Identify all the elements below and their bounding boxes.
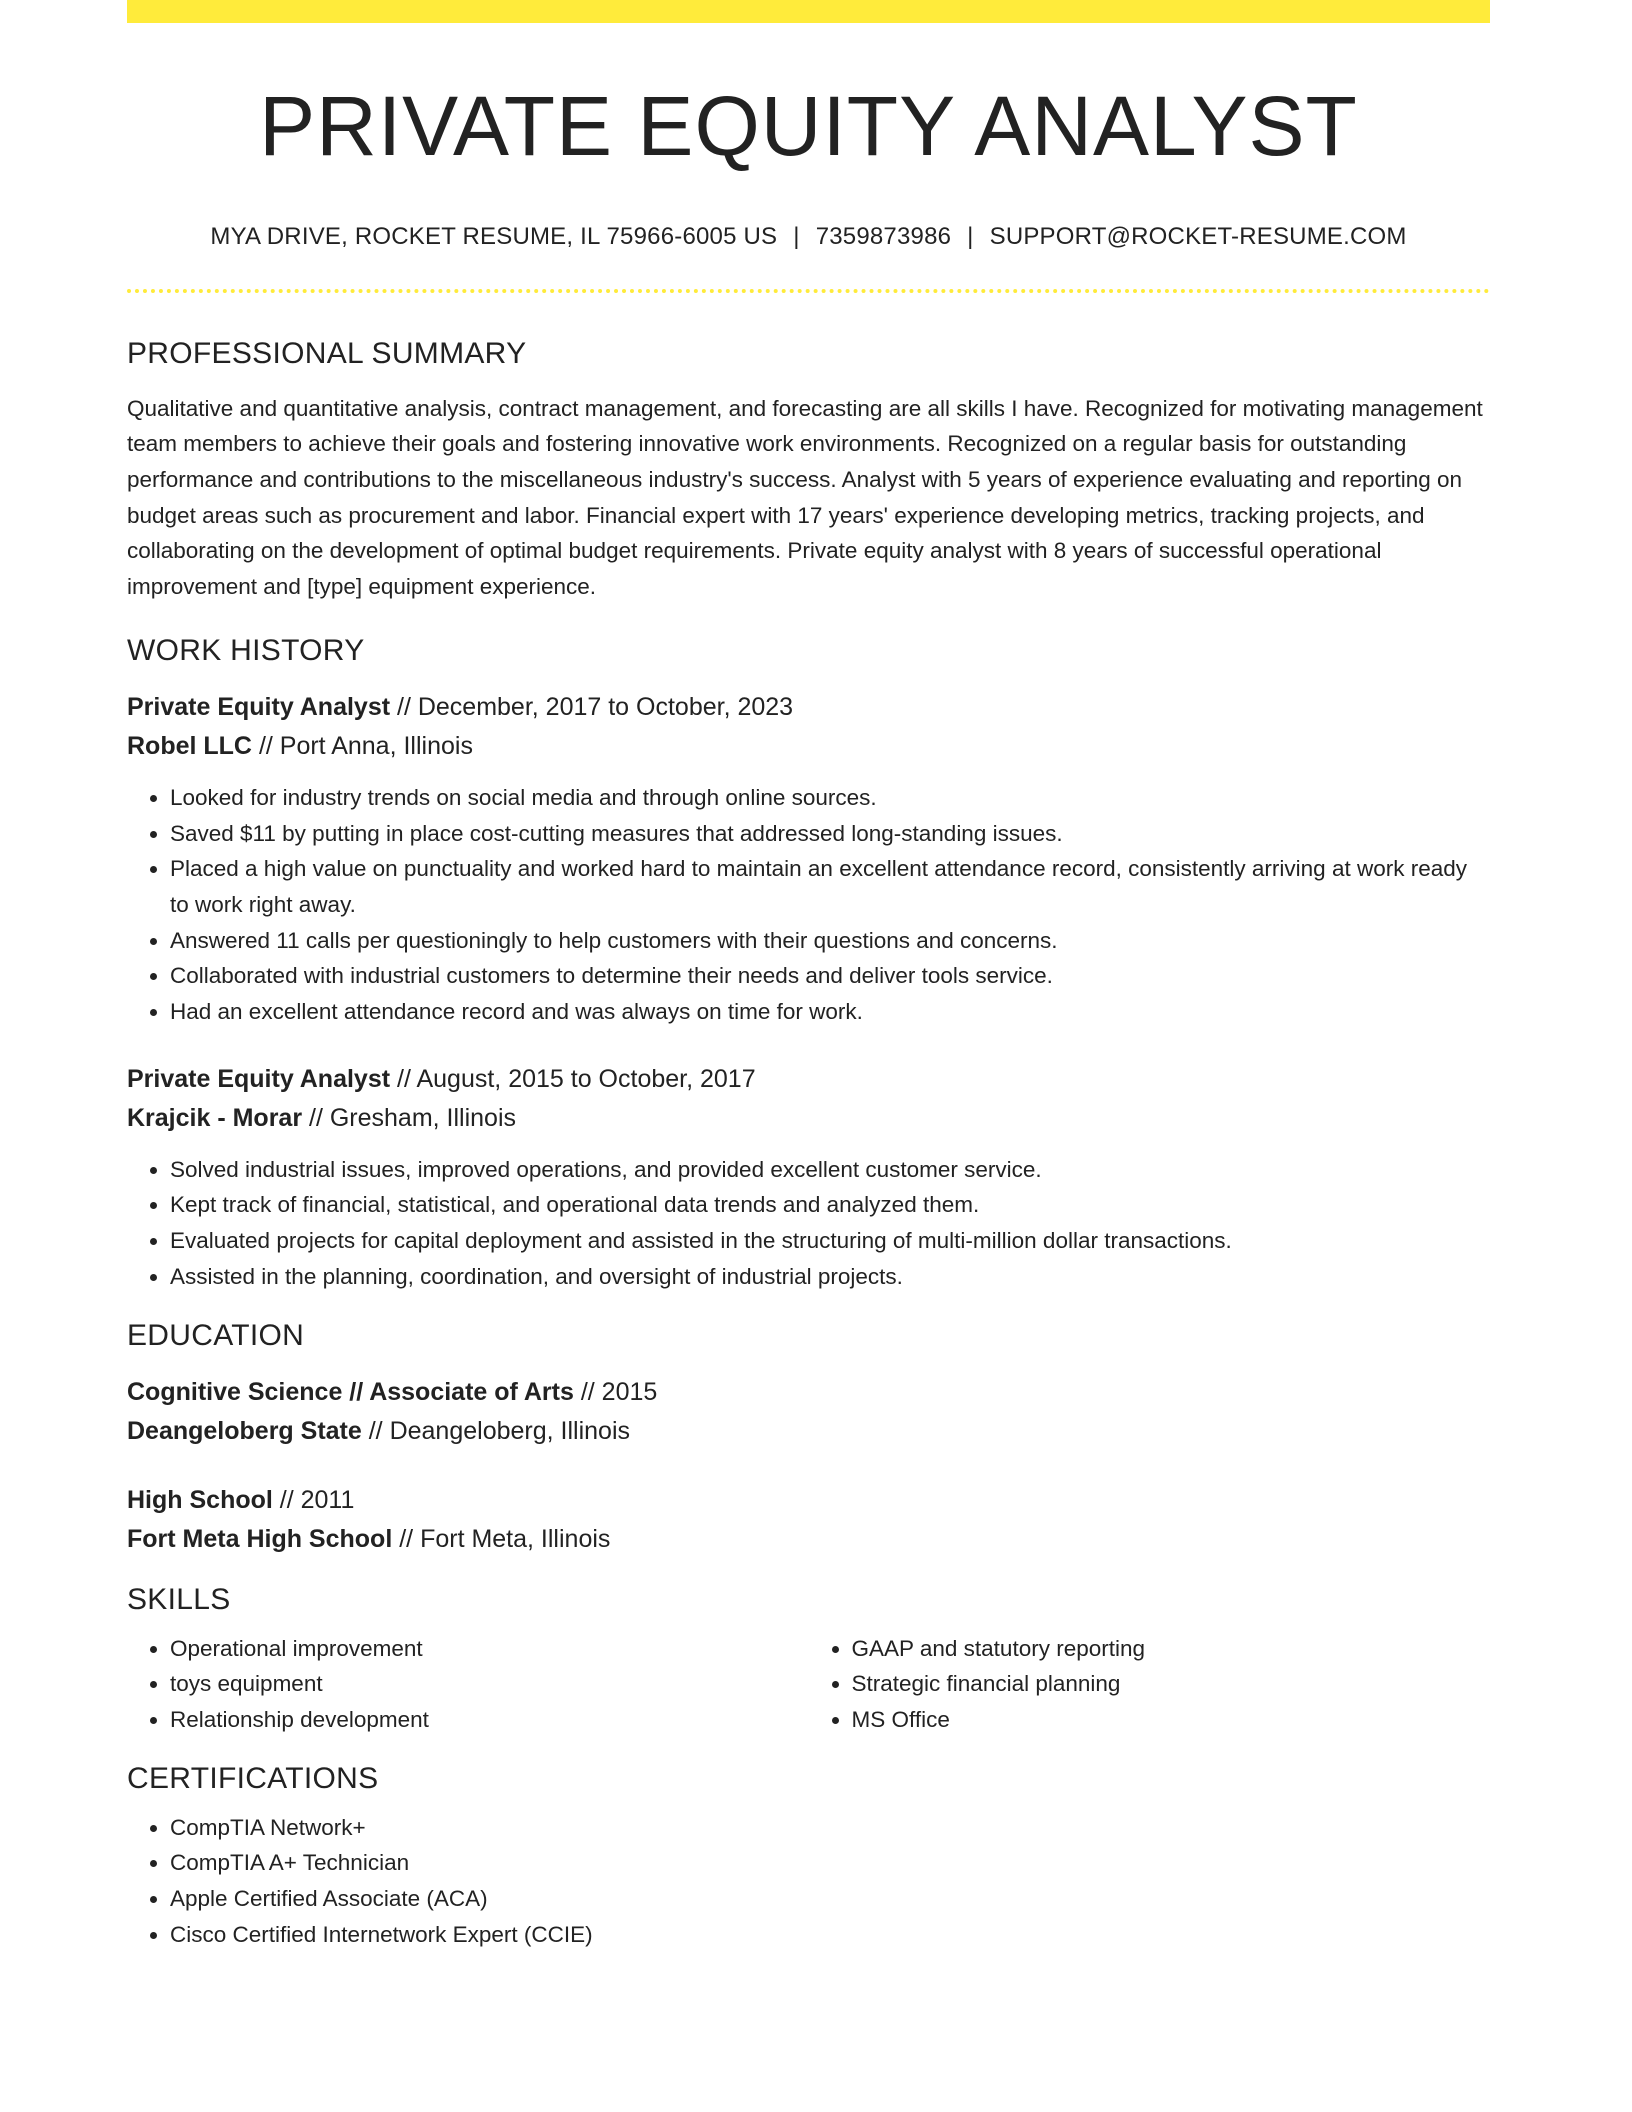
list-item: • Placed a high value on punctuality and worked hard to maintain an excellent attendance record, consistently arriving at work ready to work right away.: [170, 851, 1490, 922]
section-title-skills: SKILLS: [127, 1582, 231, 1616]
job-bullets: [127, 780, 1490, 1030]
list-item: • CompTIA A+ Technician: [170, 1845, 1490, 1881]
education-degree: High School: [127, 1485, 273, 1514]
skills-column-right: [809, 1631, 1491, 1738]
contact-email: SUPPORT@ROCKET-RESUME.COM: [989, 222, 1407, 250]
list-item: • Saved $11 by putting in place cost-cutting measures that addressed long-standing issues.: [170, 816, 1490, 852]
education-location: // Fort Meta, Illinois: [392, 1524, 611, 1553]
job-location: // Port Anna, Illinois: [252, 731, 473, 760]
job-company-line: [127, 727, 1490, 766]
list-item: • Kept track of financial, statistical, and operational data trends and analyzed them.: [170, 1187, 1490, 1223]
summary-text: Qualitative and quantitative analysis, contract management, and forecasting are all skills I have. Recognized for motivating management team members to achieve their goals and fostering innovative work environments. Recognized on a regular basis for outstanding performance and contributions to the miscellaneous industry's success. Analyst with 5 years of experience evaluating and reporting on budget areas such as procurement and labor. Financial expert with 17 years' experience developing metrics, tracking projects, and collaborating on the development of optimal budget requirements. Private equity analyst with 8 years of successful operational improvement and [type] equipment experience.: [127, 395, 1483, 600]
contact-separator: |: [793, 222, 800, 250]
education-school: Deangeloberg State: [127, 1416, 362, 1445]
education-degree: Cognitive Science // Associate of Arts: [127, 1377, 574, 1406]
education-entry: [127, 1481, 1490, 1559]
education-school-line: [127, 1520, 1490, 1559]
list-item: • Apple Certified Associate (ACA): [170, 1881, 1490, 1917]
section-title-summary: PROFESSIONAL SUMMARY: [127, 336, 527, 370]
education-school-line: [127, 1412, 1490, 1451]
job-role: Private Equity Analyst: [127, 1064, 391, 1093]
job-entry: [127, 1060, 1490, 1138]
contact-line: [127, 223, 1490, 251]
job-company: Krajcik - Morar: [127, 1103, 303, 1132]
certifications-list: [127, 1810, 1490, 1953]
skills-list: [809, 1631, 1491, 1738]
list-item: • Relationship development: [170, 1702, 809, 1738]
education-degree-line: [127, 1481, 1490, 1520]
skills-grid: [127, 1631, 1490, 1738]
education-degree-line: [127, 1373, 1490, 1412]
list-item: • Collaborated with industrial customers to determine their needs and deliver tools service.: [170, 958, 1490, 994]
job-role-line: [127, 1060, 1490, 1099]
job-role: Private Equity Analyst: [127, 692, 391, 721]
list-item: • Cisco Certified Internetwork Expert (CCIE): [170, 1917, 1490, 1953]
accent-top-bar: [127, 0, 1490, 23]
education-year: // 2011: [272, 1485, 355, 1514]
job-company-line: [127, 1099, 1490, 1138]
list-item: • Strategic financial planning: [852, 1666, 1491, 1702]
job-company: Robel LLC: [127, 731, 252, 760]
job-bullets: [127, 1152, 1490, 1295]
resume-page: [127, 0, 1490, 1952]
list-item: • GAAP and statutory reporting: [852, 1631, 1491, 1667]
section-title-education: EDUCATION: [127, 1318, 305, 1352]
list-item: • Assisted in the planning, coordination, and oversight of industrial projects.: [170, 1259, 1490, 1295]
list-item: • MS Office: [852, 1702, 1491, 1738]
job-role-line: [127, 688, 1490, 727]
job-dates: // December, 2017 to October, 2023: [390, 692, 794, 721]
list-item: • Looked for industry trends on social media and through online sources.: [170, 780, 1490, 816]
skills-column-left: [127, 1631, 809, 1738]
education-school: Fort Meta High School: [127, 1524, 393, 1553]
contact-separator: |: [967, 222, 974, 250]
education-entry: [127, 1373, 1490, 1451]
job-location: // Gresham, Illinois: [302, 1103, 517, 1132]
education-year: // 2015: [573, 1377, 658, 1406]
job-dates: // August, 2015 to October, 2017: [390, 1064, 756, 1093]
contact-phone: 7359873986: [815, 222, 952, 250]
section-title-certifications: CERTIFICATIONS: [127, 1761, 379, 1795]
education-location: // Deangeloberg, Illinois: [361, 1416, 630, 1445]
list-item: • Operational improvement: [170, 1631, 809, 1667]
contact-address: MYA DRIVE, ROCKET RESUME, IL 75966-6005 US: [210, 222, 778, 250]
job-entry: [127, 688, 1490, 766]
list-item: • Answered 11 calls per questioningly to help customers with their questions and concerns.: [170, 923, 1490, 959]
list-item: • Solved industrial issues, improved operations, and provided excellent customer service.: [170, 1152, 1490, 1188]
list-item: • toys equipment: [170, 1666, 809, 1702]
resume-title: PRIVATE EQUITY ANALYST: [259, 79, 1358, 173]
skills-list: [127, 1631, 809, 1738]
list-item: • Evaluated projects for capital deployment and assisted in the structuring of multi-million dollar transactions.: [170, 1223, 1490, 1259]
list-item: • CompTIA Network+: [170, 1810, 1490, 1846]
list-item: • Had an excellent attendance record and was always on time for work.: [170, 994, 1490, 1030]
section-title-work-history: WORK HISTORY: [127, 633, 365, 667]
dotted-divider: [127, 289, 1490, 293]
